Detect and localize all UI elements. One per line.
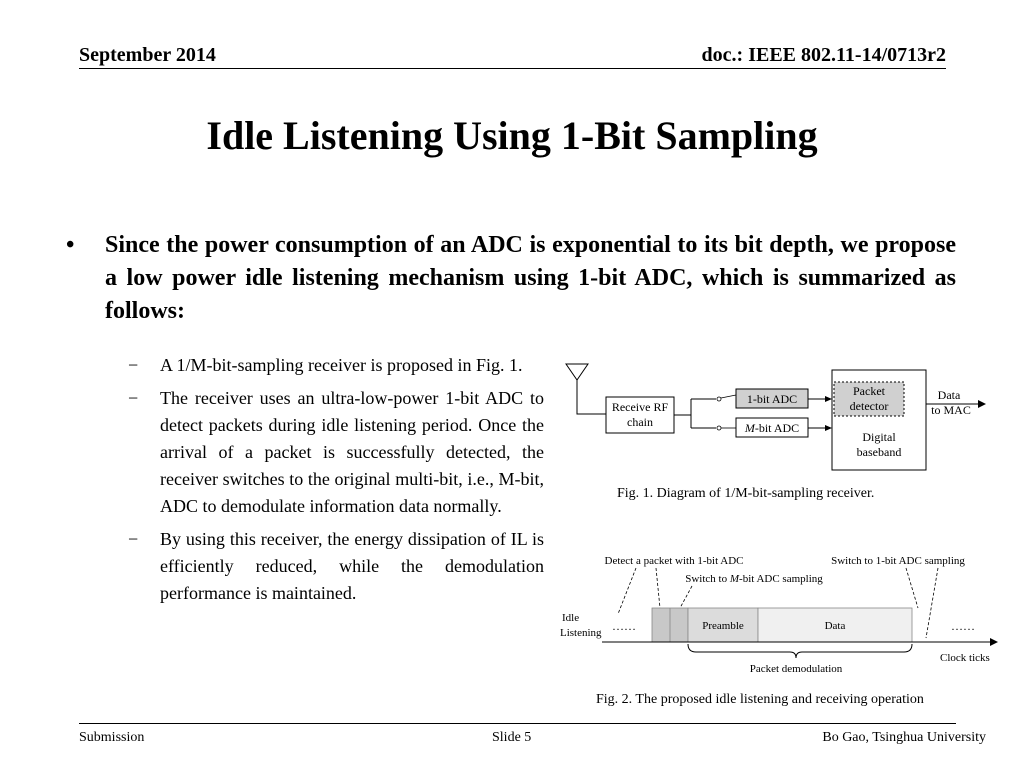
footer-author: Bo Gao, Tsinghua University: [822, 730, 986, 745]
fig1-caption: Fig. 1. Diagram of 1/M-bit-sampling receiver.: [617, 486, 875, 501]
switch-icon: [717, 395, 736, 401]
m-bit-adc-m: M: [744, 421, 755, 435]
one-bit-adc-label: 1-bit ADC: [746, 392, 798, 406]
data-to-mac-label-2: to MAC: [931, 403, 971, 417]
idle-label-2: Listening: [560, 627, 602, 639]
sub-bullet: [128, 526, 544, 607]
receive-rf-label-2: chain: [627, 415, 653, 429]
ellipsis-right: ……: [951, 619, 975, 633]
sub-bullet-text: By using this receiver, the energy dissipation of IL is efficiently reduced, while the demodulation performance is maintained.: [160, 529, 544, 603]
header-date: September 2014: [79, 44, 216, 66]
fig1-receiver-diagram: [556, 352, 996, 482]
header-rule: [79, 68, 946, 69]
switch-to-mbit-m: M: [729, 573, 740, 585]
m-bit-adc-label: -bit ADC: [754, 421, 800, 435]
antenna-icon: [566, 364, 588, 392]
fig2-timeline-diagram: [556, 548, 1002, 682]
footer-submission: Submission: [79, 730, 145, 745]
sub-bullet: [128, 352, 544, 379]
one-bit-adc-block: [736, 389, 808, 408]
switch-to-1bit-label: Switch to 1-bit ADC sampling: [831, 555, 965, 567]
svg-text:Switch to M-bit ADC sampling: [685, 573, 823, 585]
clock-ticks-label: Clock ticks: [940, 652, 990, 664]
idle-label-1: Idle: [562, 612, 580, 624]
footer-rule: [79, 723, 956, 724]
switch-to-mbit-suffix: -bit ADC sampling: [739, 573, 823, 585]
fig2-caption: Fig. 2. The proposed idle listening and receiving operation: [596, 692, 924, 707]
sub-bullet-dash: −: [128, 388, 139, 408]
digital-baseband-label-2: baseband: [856, 445, 902, 459]
ellipsis-left: ……: [612, 619, 636, 633]
packet-detector-label-2: detector: [849, 399, 889, 413]
sub-bullet-dash: −: [128, 355, 139, 375]
data-to-mac-label-1: Data: [937, 388, 961, 402]
sub-bullet: [128, 385, 544, 520]
bullet-dot: •: [66, 232, 75, 258]
detect-packet-label: Detect a packet with 1-bit ADC: [604, 555, 744, 567]
data-label: Data: [824, 620, 846, 632]
digital-baseband-label-1: Digital: [862, 430, 896, 444]
m-bit-adc-block: [736, 418, 808, 437]
sub-bullet-text: The receiver uses an ultra-low-power 1-bit ADC to detect packets during idle listening period. Once the arrival of a packet is successfully detected, the receiver switches to the original multi-bit, i.e., M-bit, ADC to demodulate information data normally.: [160, 388, 544, 516]
main-bullet-text: Since the power consumption of an ADC is exponential to its bit depth, we propose a low power idle listening mechanism using 1-bit ADC, which is summarized as follows:: [105, 232, 956, 324]
receive-rf-chain-block: [606, 397, 674, 433]
receive-rf-label-1: Receive RF: [611, 400, 669, 414]
packet-demod-label: Packet demodulation: [749, 663, 843, 675]
footer-slide-number: Slide 5: [492, 730, 532, 745]
header-doc-id: doc.: IEEE 802.11-14/0713r2: [701, 44, 946, 66]
demodulation-brace: [688, 644, 912, 658]
sub-bullet-text: A 1/M-bit-sampling receiver is proposed in Fig. 1.: [160, 355, 523, 375]
packet-detector-block: [834, 382, 904, 416]
preamble-label: Preamble: [702, 620, 744, 632]
packet-detector-label-1: Packet: [853, 384, 885, 398]
sub-bullet-dash: −: [128, 529, 139, 549]
svg-text:M-bit ADC: [744, 421, 799, 435]
switch-icon: [717, 426, 736, 430]
slide-title: Idle Listening Using 1-Bit Sampling: [206, 113, 818, 158]
sub-bullet-list: [128, 352, 544, 613]
switch-to-mbit-prefix: Switch to: [685, 573, 730, 585]
